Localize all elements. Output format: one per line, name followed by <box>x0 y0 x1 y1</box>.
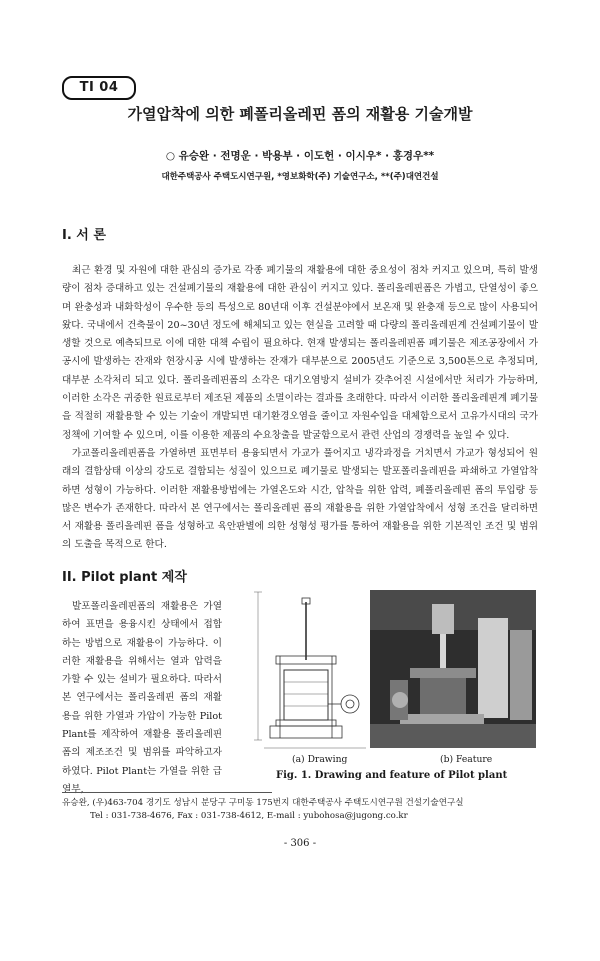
intro-paragraph-1: 최근 환경 및 자원에 대한 관심의 증가로 각종 폐기물의 재활용에 대한 중요성이 점차 커지고 있으며, 특히 발생량이 점차 증대하고 있는 건설폐기물의 재활용에 대한 관심이 커지고 있다. 폴리올레핀폼은 가볍고, 단열성이 좋으며 완충성과 내화학성이 우수한 등의 특성으로 80년대 이후 건설분야에서 보온재 및 완충재 등으로 많이 사용되어 왔다. 국내에서 건축물이 20~30년 정도에 해체되고 있는 현실을 고려할 때 다량의 폴리올레핀계 건설폐기물이 발생할 것으로 예측되므로 이에 대한 대책 수립이 필요하다. 현재 발생되는 폴리올레핀폼 폐기물은 제조공장에서 가공시에 발생하는 잔재와 현장시공 시에 발생하는 잔재가 대부분으로 2005년도 기준으로 3,500톤으로 추정되며, 대부분 소각처리 되고 있다. 폴리올레핀폼의 소각은 대기오염방지 설비가 갖추어진 시설에서만 처리가 가능하며, 이러한 소각은 귀중한 원료로부터 제조된 제품의 소멸이라는 결과를 초래한다. 따라서 이러한 폴리올레핀계 폐기물을 적절히 재활용할 수 있는 기술이 개발되면 대기환경오염을 줄이고 자원수입을 대체함으로서 고유가시대의 국가정책에 기여할 수 있으며, 이를 이용한 제품의 수요창출을 발굴함으로서 관련 산업의 경쟁력을 높일 수 있다. <box>62 265 538 441</box>
pilot-plant-drawing <box>246 590 376 750</box>
figure-subcaption-a: (a) Drawing <box>292 754 348 765</box>
footnote-address: 유승완, (우)463-704 경기도 성남시 분당구 구미동 175번지 대한주택공사 주택도시연구원 건설기술연구실 <box>62 798 464 808</box>
affiliation: 대한주택공사 주택도시연구원, *영보화학(주) 기술연구소, **(주)대연건설 <box>161 172 439 182</box>
paper-code-badge: TI 04 <box>62 76 136 100</box>
intro-text <box>62 262 538 555</box>
page-number: - 306 - <box>283 838 317 849</box>
figure-subcaption-b: (b) Feature <box>440 754 493 765</box>
author-list: ○ 유승완 · 전명운 · 박용부 · 이도헌 · 이시우* · 홍경우** <box>165 150 435 162</box>
pilot-plant-photo-illustration <box>370 590 536 748</box>
section-heading-introduction: I. 서 론 <box>62 228 106 243</box>
intro-paragraph-2: 가교폴리올레핀폼을 가열하면 표면부터 용융되면서 가교가 풀어지고 냉각과정을 거치면서 가교가 형성되어 원래의 결합상태 이상의 강도로 결합되는 성질이 있으므로 폐기물로 발생되는 발포폴리올레핀을 파쇄하고 가열압착하면 성형이 가능하다. 이러한 재활용방법에는 가열온도와 시간, 압착을 위한 압력, 폐폴리올레핀 폼의 투입량 등 많은 변수가 존재한다. 따라서 본 연구에서는 폴리올레핀 폼의 재활용을 위한 가열압착에서 성형 조건을 달리하면서 재활용 폴리올레핀 폼을 성형하고 육안판별에 의한 성형성 평가를 통하여 재활용을 위한 기본적인 조건 및 범위의 도출을 목적으로 한다. <box>62 447 538 551</box>
footnote-contact: Tel : 031-738-4676, Fax : 031-738-4612, E-mail : yubohosa@jugong.co.kr <box>90 811 408 821</box>
footnote <box>62 797 542 823</box>
paper-title: 가열압착에 의한 폐폴리올레핀 폼의 재활용 기술개발 <box>127 105 473 123</box>
section-heading-pilot-plant: II. Pilot plant 제작 <box>62 570 187 585</box>
footnote-divider <box>62 792 272 793</box>
pilot-plant-photo <box>370 590 536 748</box>
figure-caption: Fig. 1. Drawing and feature of Pilot plant <box>276 770 508 781</box>
pilot-plant-paragraph: 발포폴리올레핀폼의 재활용은 가열하여 표면을 용융시킨 상태에서 접합하는 방법으로 재활용이 가능하다. 이러한 재활용을 위해서는 열과 압력을 가할 수 있는 설비가 필요하다. 따라서 본 연구에서는 폴리올레핀 폼의 재활용을 위한 가열과 가압이 가능한 Pilot Plant를 제작하여 재활용 폴리올레핀 폼의 제조조건 및 범위를 파악하고자 하였다. Pilot Plant는 가열을 위한 급열부, <box>62 601 222 795</box>
